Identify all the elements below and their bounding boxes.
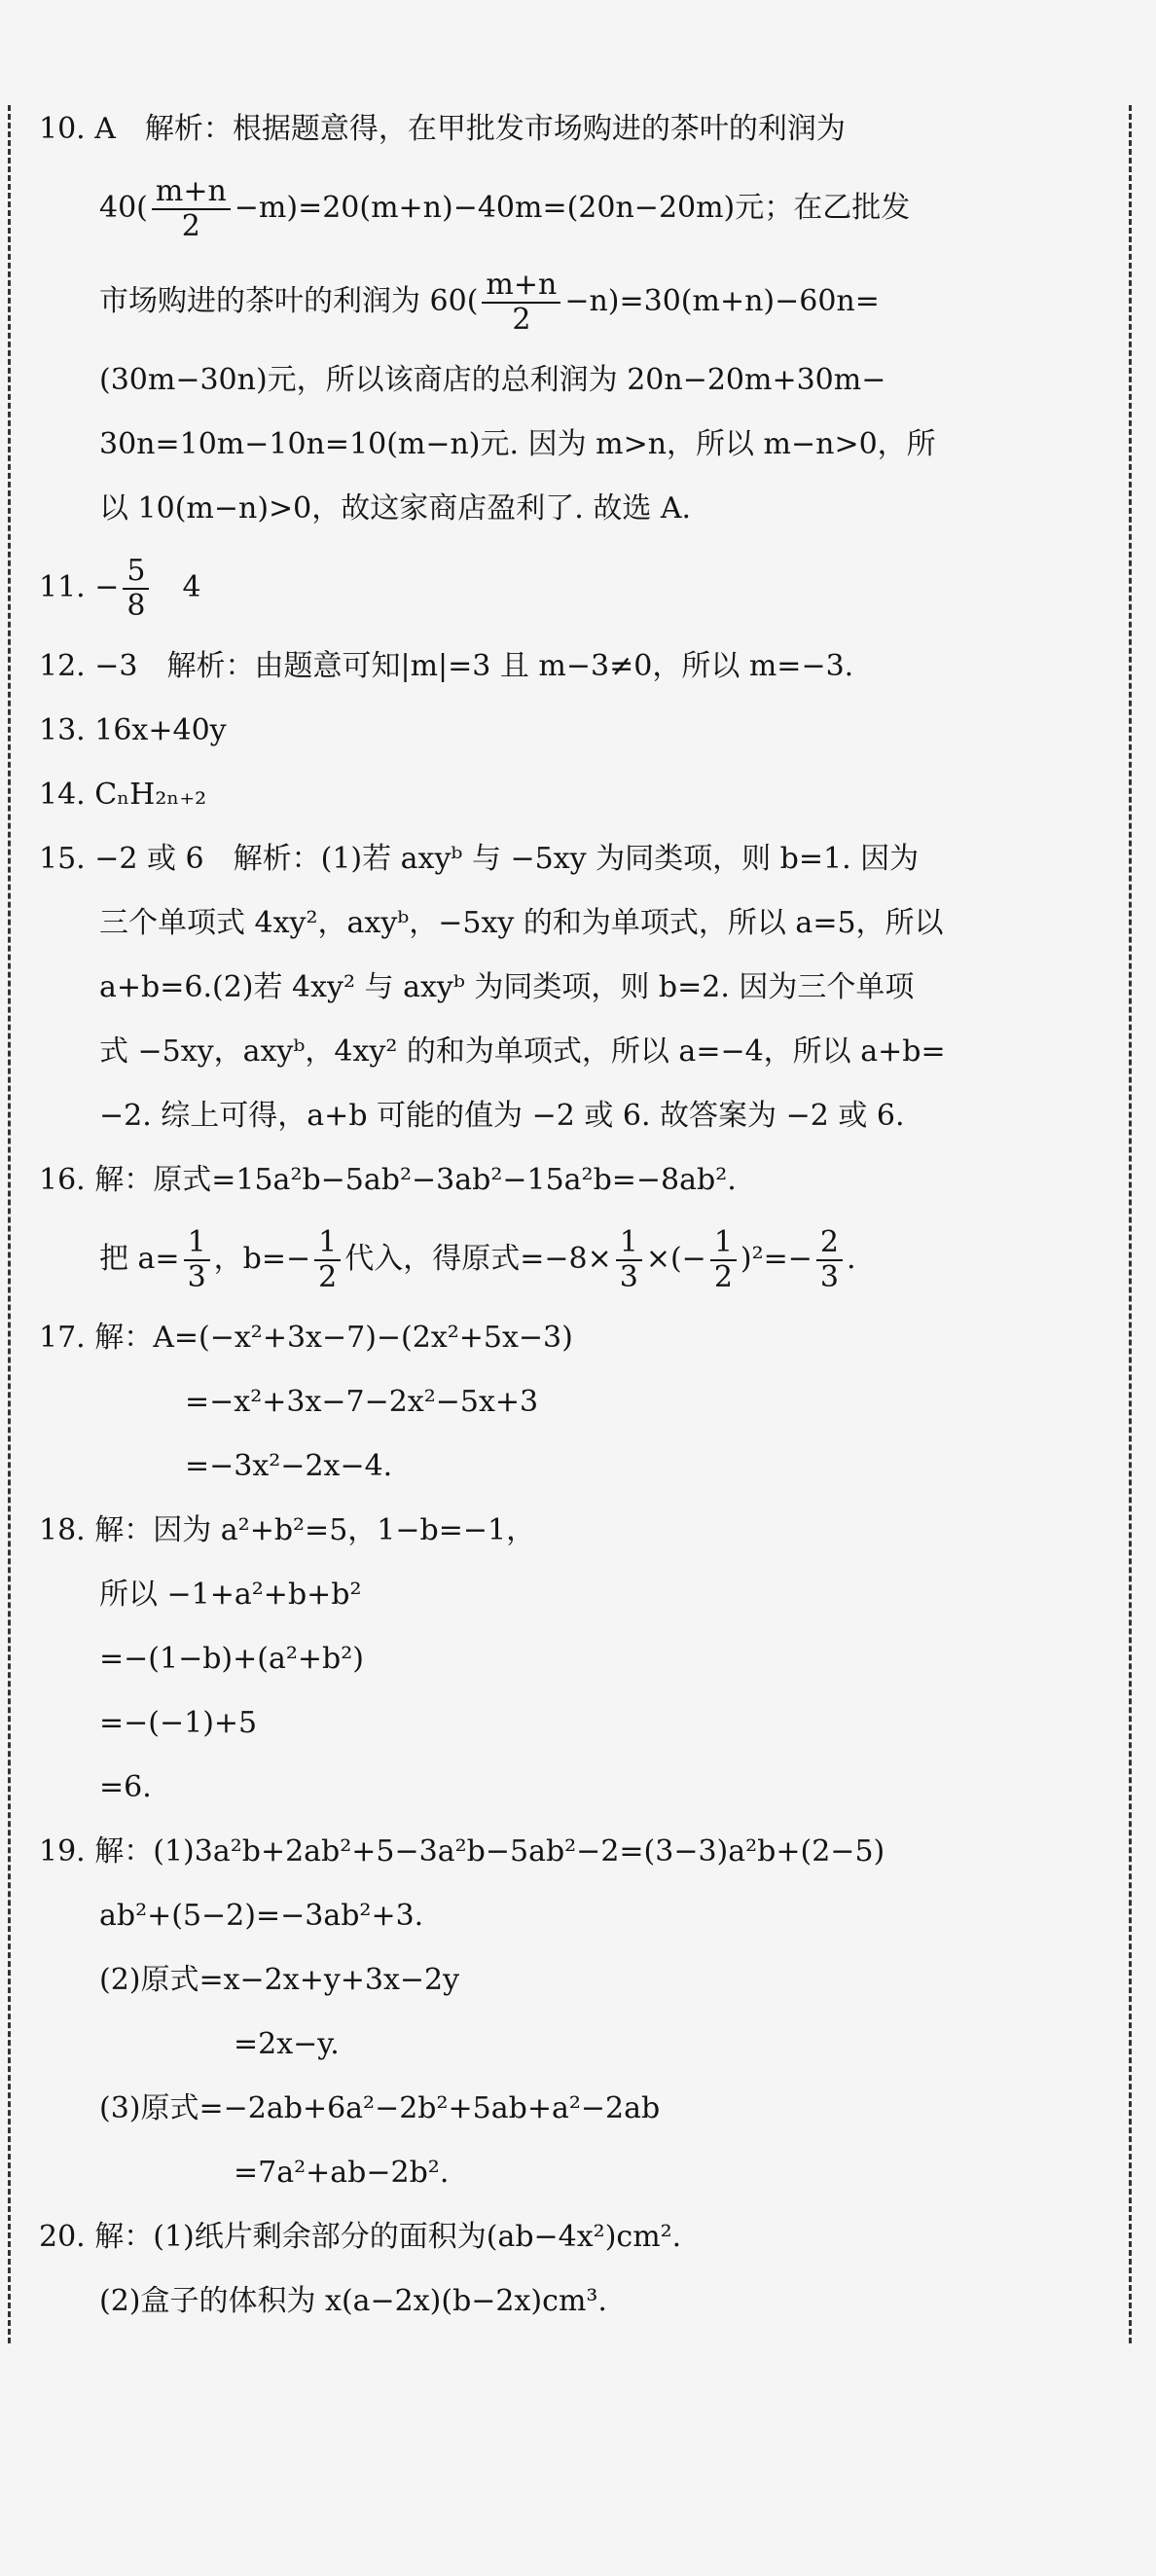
q10-line-5: 30n=10m−10n=10(m−n)元. 因为 m>n，所以 m−n>0，所 bbox=[99, 427, 936, 461]
q19-line-3: (2)原式=x−2x+y+3x−2y bbox=[99, 1963, 460, 1997]
q16-fraction-4-num: 1 bbox=[710, 1226, 737, 1261]
q18-line-4: =−(−1)+5 bbox=[99, 1706, 258, 1740]
q15-line-5: −2. 综上可得，a+b 可能的值为 −2 或 6. 故答案为 −2 或 6. bbox=[99, 1099, 905, 1133]
q16-fraction-3-num: 1 bbox=[616, 1226, 642, 1261]
q16-line-2-a: 把 a= bbox=[99, 1242, 180, 1276]
q13-line: 13. 16x+40y bbox=[39, 713, 227, 747]
q10-fraction-2-num: m+n bbox=[482, 269, 560, 304]
q16-fraction-2-num: 1 bbox=[314, 1226, 341, 1261]
q16-fraction-5 bbox=[816, 1226, 843, 1294]
q10-fraction-2-den: 2 bbox=[512, 303, 531, 337]
q16-fraction-1-den: 3 bbox=[187, 1260, 206, 1294]
q15-line-3: a+b=6.(2)若 4xy² 与 axyᵇ 为同类项，则 b=2. 因为三个单项 bbox=[99, 970, 915, 1004]
q10-line-2-a: 40( bbox=[99, 191, 148, 225]
q16-fraction-3 bbox=[616, 1226, 642, 1294]
q11-suffix: 4 bbox=[153, 570, 201, 604]
q19-line-5: (3)原式=−2ab+6a²−2b²+5ab+a²−2ab bbox=[99, 2091, 661, 2125]
q16-line-2-e: )²=− bbox=[740, 1242, 813, 1276]
q10-line-1: 10. A 解析：根据题意得，在甲批发市场购进的茶叶的利润为 bbox=[39, 112, 846, 146]
q11-fraction-num: 5 bbox=[123, 555, 149, 590]
q19-line-2: ab²+(5−2)=−3ab²+3. bbox=[99, 1899, 424, 1933]
q17-line-3: =−3x²−2x−4. bbox=[185, 1449, 393, 1483]
q10-line-2 bbox=[39, 162, 1109, 255]
q15-line-1: 15. −2 或 6 解析：(1)若 axyᵇ 与 −5xy 为同类项，则 b=1. 因为 bbox=[39, 842, 920, 876]
q16-fraction-5-den: 3 bbox=[819, 1260, 840, 1294]
q17-line-1: 17. 解：A=(−x²+3x−7)−(2x²+5x−3) bbox=[39, 1321, 573, 1355]
q16-line-2-d: ×(− bbox=[645, 1242, 706, 1276]
q10-fraction-1-den: 2 bbox=[181, 209, 200, 243]
q10-line-3-b: −n)=30(m+n)−60n= bbox=[564, 284, 880, 318]
q15-line-4: 式 −5xy，axyᵇ，4xy² 的和为单项式，所以 a=−4，所以 a+b= bbox=[99, 1034, 946, 1069]
q16-line-2-b: ，b=− bbox=[213, 1242, 311, 1276]
q16-fraction-2-den: 2 bbox=[318, 1260, 338, 1294]
q10-line-4: (30m−30n)元，所以该商店的总利润为 20n−20m+30m− bbox=[99, 363, 886, 397]
q11-prefix: 11. − bbox=[39, 570, 120, 604]
answer-content bbox=[39, 97, 1109, 2334]
q10-line-3 bbox=[39, 255, 1109, 348]
q10-line-3-a: 市场购进的茶叶的利润为 60( bbox=[99, 284, 479, 318]
q11-fraction-den: 8 bbox=[126, 589, 146, 623]
q16-fraction-1 bbox=[184, 1226, 210, 1294]
q16-fraction-2 bbox=[314, 1226, 341, 1294]
q15-line-2: 三个单项式 4xy²，axyᵇ，−5xy 的和为单项式，所以 a=5，所以 bbox=[99, 906, 944, 940]
q19-line-4: =2x−y. bbox=[234, 2027, 340, 2061]
q16-fraction-4-den: 2 bbox=[713, 1260, 733, 1294]
q18-line-3: =−(1−b)+(a²+b²) bbox=[99, 1642, 364, 1676]
q18-line-2: 所以 −1+a²+b+b² bbox=[99, 1578, 362, 1612]
q16-fraction-1-num: 1 bbox=[184, 1226, 210, 1261]
q10-fraction-2 bbox=[482, 269, 560, 337]
q11-fraction bbox=[123, 555, 149, 623]
q10-line-2-b: −m)=20(m+n)−40m=(20n−20m)元；在乙批发 bbox=[234, 191, 911, 225]
q17-line-2: =−x²+3x−7−2x²−5x+3 bbox=[185, 1385, 539, 1419]
q19-line-1: 19. 解：(1)3a²b+2ab²+5−3a²b−5ab²−2=(3−3)a²b+(2−5) bbox=[39, 1834, 885, 1869]
q16-line-2-f: . bbox=[847, 1242, 856, 1276]
right-dashed-border bbox=[1129, 105, 1132, 2343]
q10-fraction-1-num: m+n bbox=[152, 175, 231, 210]
q12-line: 12. −3 解析：由题意可知|m|=3 且 m−3≠0，所以 m=−3. bbox=[39, 649, 854, 683]
q16-fraction-5-num: 2 bbox=[816, 1226, 843, 1261]
q20-line-1: 20. 解：(1)纸片剩余部分的面积为(ab−4x²)cm². bbox=[39, 2220, 682, 2254]
q16-fraction-4 bbox=[710, 1226, 737, 1294]
q10-line-6: 以 10(m−n)>0，故这家商店盈利了. 故选 A. bbox=[99, 491, 692, 526]
q16-fraction-3-den: 3 bbox=[619, 1260, 638, 1294]
q19-line-6: =7a²+ab−2b². bbox=[234, 2156, 450, 2190]
left-dashed-border bbox=[8, 105, 11, 2343]
q18-line-1: 18. 解：因为 a²+b²=5，1−b=−1， bbox=[39, 1513, 536, 1547]
q18-line-5: =6. bbox=[99, 1770, 152, 1804]
q14-line: 14. CₙH₂ₙ₊₂ bbox=[39, 778, 207, 812]
q20-line-2: (2)盒子的体积为 x(a−2x)(b−2x)cm³. bbox=[99, 2284, 607, 2318]
q16-line-2-c: 代入，得原式=−8× bbox=[344, 1242, 612, 1276]
q11-line bbox=[39, 541, 1109, 635]
q16-line-2 bbox=[39, 1213, 1109, 1306]
q10-fraction-1 bbox=[152, 175, 231, 243]
q16-line-1: 16. 解：原式=15a²b−5ab²−3ab²−15a²b=−8ab². bbox=[39, 1163, 737, 1197]
